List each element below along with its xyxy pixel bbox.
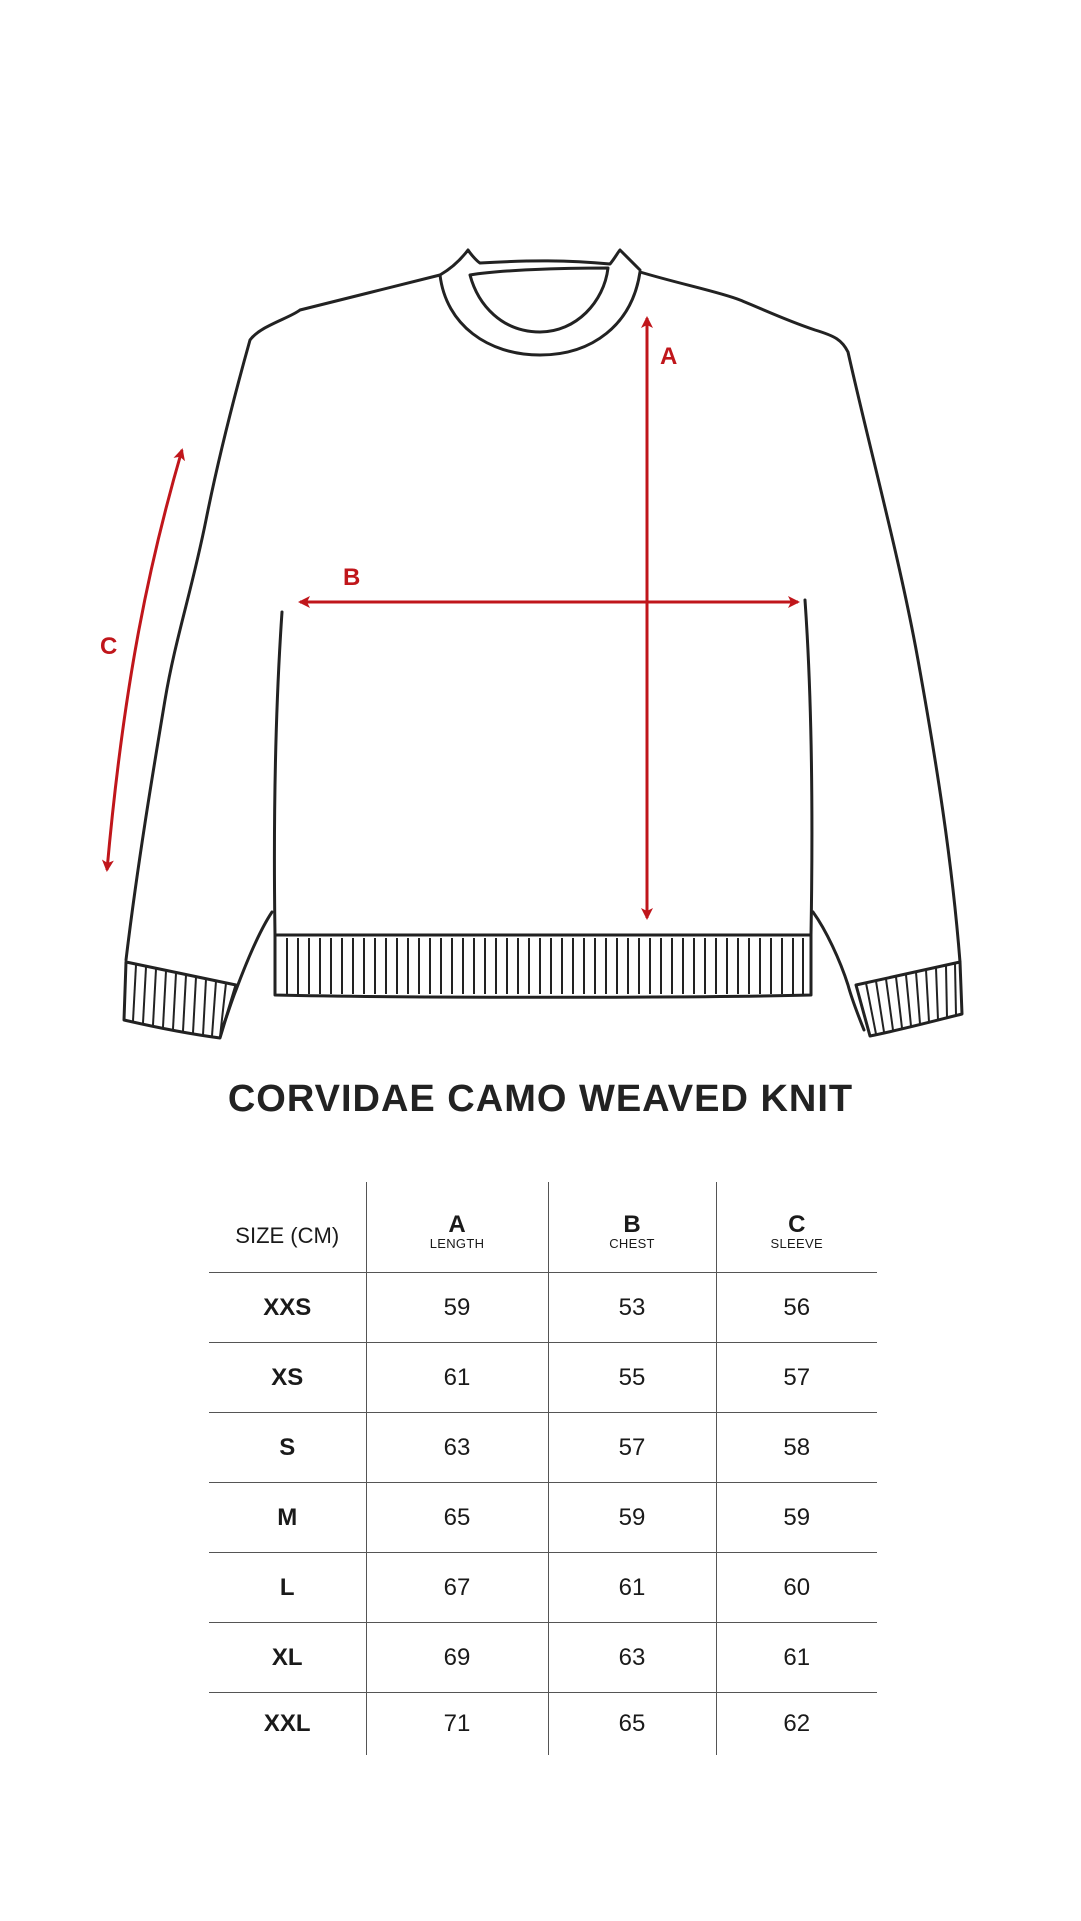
chest-cell: 63 [548,1623,716,1693]
table-row [209,1623,877,1693]
header-chest [548,1182,716,1273]
measurement-labels [100,343,677,660]
sleeve-cell: 58 [716,1413,877,1483]
length-cell: 65 [366,1483,548,1553]
chest-cell: 57 [548,1413,716,1483]
length-cell: 71 [366,1693,548,1756]
size-cell: XS [209,1343,366,1413]
header-b-letter: B [623,1211,641,1238]
header-a-sub: LENGTH [429,1236,485,1251]
sleeve-arrow [107,450,182,870]
length-cell: 63 [366,1413,548,1483]
size-cell: XL [209,1623,366,1693]
size-cell: M [209,1483,366,1553]
header-c-sub: SLEEVE [770,1236,823,1251]
chest-cell: 61 [548,1553,716,1623]
label-a: A [660,343,678,370]
hem-ribbing [287,938,803,994]
sleeve-cell: 56 [716,1273,877,1343]
header-size: SIZE (CM) [209,1182,366,1273]
sleeve-cell: 59 [716,1483,877,1553]
sweater-outline [124,250,962,1038]
length-cell: 61 [366,1343,548,1413]
sleeve-cell: 61 [716,1623,877,1693]
chest-cell: 55 [548,1343,716,1413]
table-row [209,1553,877,1623]
table-header-row [209,1182,877,1273]
right-cuff-ribbing [866,964,956,1034]
size-cell: L [209,1553,366,1623]
table-row [209,1273,877,1343]
header-c-letter: C [788,1211,806,1238]
size-cell: XXS [209,1273,366,1343]
header-sleeve [716,1182,877,1273]
sleeve-cell: 62 [716,1693,877,1756]
length-cell: 69 [366,1623,548,1693]
label-c: C [100,633,118,660]
header-b-sub: CHEST [609,1236,655,1251]
sleeve-cell: 57 [716,1343,877,1413]
size-cell: XXL [263,1710,311,1737]
size-cell: S [209,1413,366,1483]
label-b: B [343,564,361,591]
table-row [209,1413,877,1483]
chest-cell: 65 [548,1693,716,1756]
header-a-letter: A [448,1211,466,1238]
size-chart-table [209,1182,877,1755]
measurement-arrows [107,318,798,918]
chest-cell: 59 [548,1483,716,1553]
length-cell: 67 [366,1553,548,1623]
table-row [209,1693,877,1756]
length-cell: 59 [366,1273,548,1343]
sleeve-cell: 60 [716,1553,877,1623]
chest-cell: 53 [548,1273,716,1343]
header-length [366,1182,548,1273]
table-row [209,1343,877,1413]
product-title: CORVIDAE CAMO WEAVED KNIT [227,1078,854,1120]
table-row [209,1483,877,1553]
